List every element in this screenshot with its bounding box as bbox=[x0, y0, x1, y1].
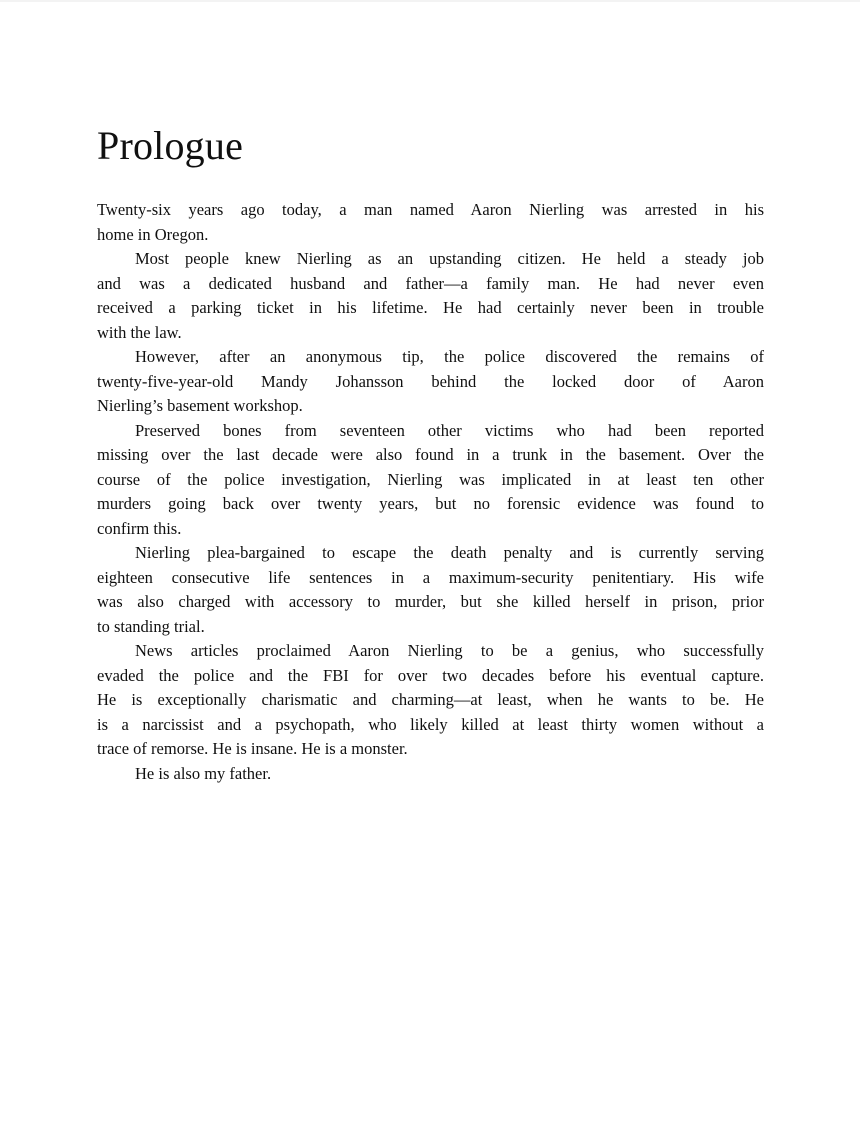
text-line: However, after an anonymous tip, the police discovered the remains of bbox=[135, 347, 764, 366]
text-line: twenty-five-year-old Mandy Johansson behind the locked door of Aaron bbox=[97, 371, 764, 391]
paragraph bbox=[97, 541, 764, 639]
text-line: He is exceptionally charismatic and charming—at least, when he wants to be. He bbox=[97, 690, 764, 709]
paragraph bbox=[97, 419, 764, 542]
window-top-edge bbox=[0, 0, 860, 2]
text-line: Preserved bones from seventeen other victims who had been reported bbox=[135, 420, 764, 440]
text-line: missing over the last decade were also found in a trunk in the basement. Over the bbox=[97, 445, 764, 464]
text-line: home in Oregon. bbox=[97, 224, 209, 244]
paragraph bbox=[97, 639, 764, 762]
text-line: News articles proclaimed Aaron Nierling to be a genius, who successfully bbox=[135, 641, 764, 660]
text-line: Twenty-six years ago today, a man named Aaron Nierling was arrested in his bbox=[97, 200, 764, 219]
text-line: murders going back over twenty years, but no forensic evidence was found to bbox=[97, 494, 764, 513]
text-line: to standing trial. bbox=[97, 616, 205, 636]
text-line: eighteen consecutive life sentences in a maximum-security penitentiary. His wife bbox=[97, 567, 764, 587]
text-line: He is also my father. bbox=[135, 763, 272, 783]
text-line: Nierling’s basement workshop. bbox=[97, 396, 303, 415]
text-line: and was a dedicated husband and father—a family man. He had never even bbox=[97, 273, 764, 293]
text-line: was also charged with accessory to murder, but she killed herself in prison, prior bbox=[97, 592, 764, 611]
paragraph bbox=[97, 247, 764, 345]
text-line: course of the police investigation, Nierling was implicated in at least ten other bbox=[97, 469, 764, 489]
text-line: evaded the police and the FBI for over two decades before his eventual capture. bbox=[97, 665, 764, 685]
paragraph bbox=[97, 198, 764, 247]
text-line: received a parking ticket in his lifetime. He had certainly never been in trouble bbox=[97, 298, 764, 317]
text-line: Most people knew Nierling as an upstanding citizen. He held a steady job bbox=[135, 249, 764, 268]
text-line: with the law. bbox=[97, 322, 182, 342]
text-line: Nierling plea-bargained to escape the death penalty and is currently serving bbox=[135, 543, 764, 562]
text-line: trace of remorse. He is insane. He is a monster. bbox=[97, 739, 408, 758]
paragraph bbox=[97, 762, 764, 787]
text-line: is a narcissist and a psychopath, who likely killed at least thirty women without a bbox=[97, 714, 764, 734]
text-line: confirm this. bbox=[97, 518, 182, 538]
paragraph bbox=[97, 345, 764, 419]
chapter-title: Prologue bbox=[97, 123, 244, 168]
